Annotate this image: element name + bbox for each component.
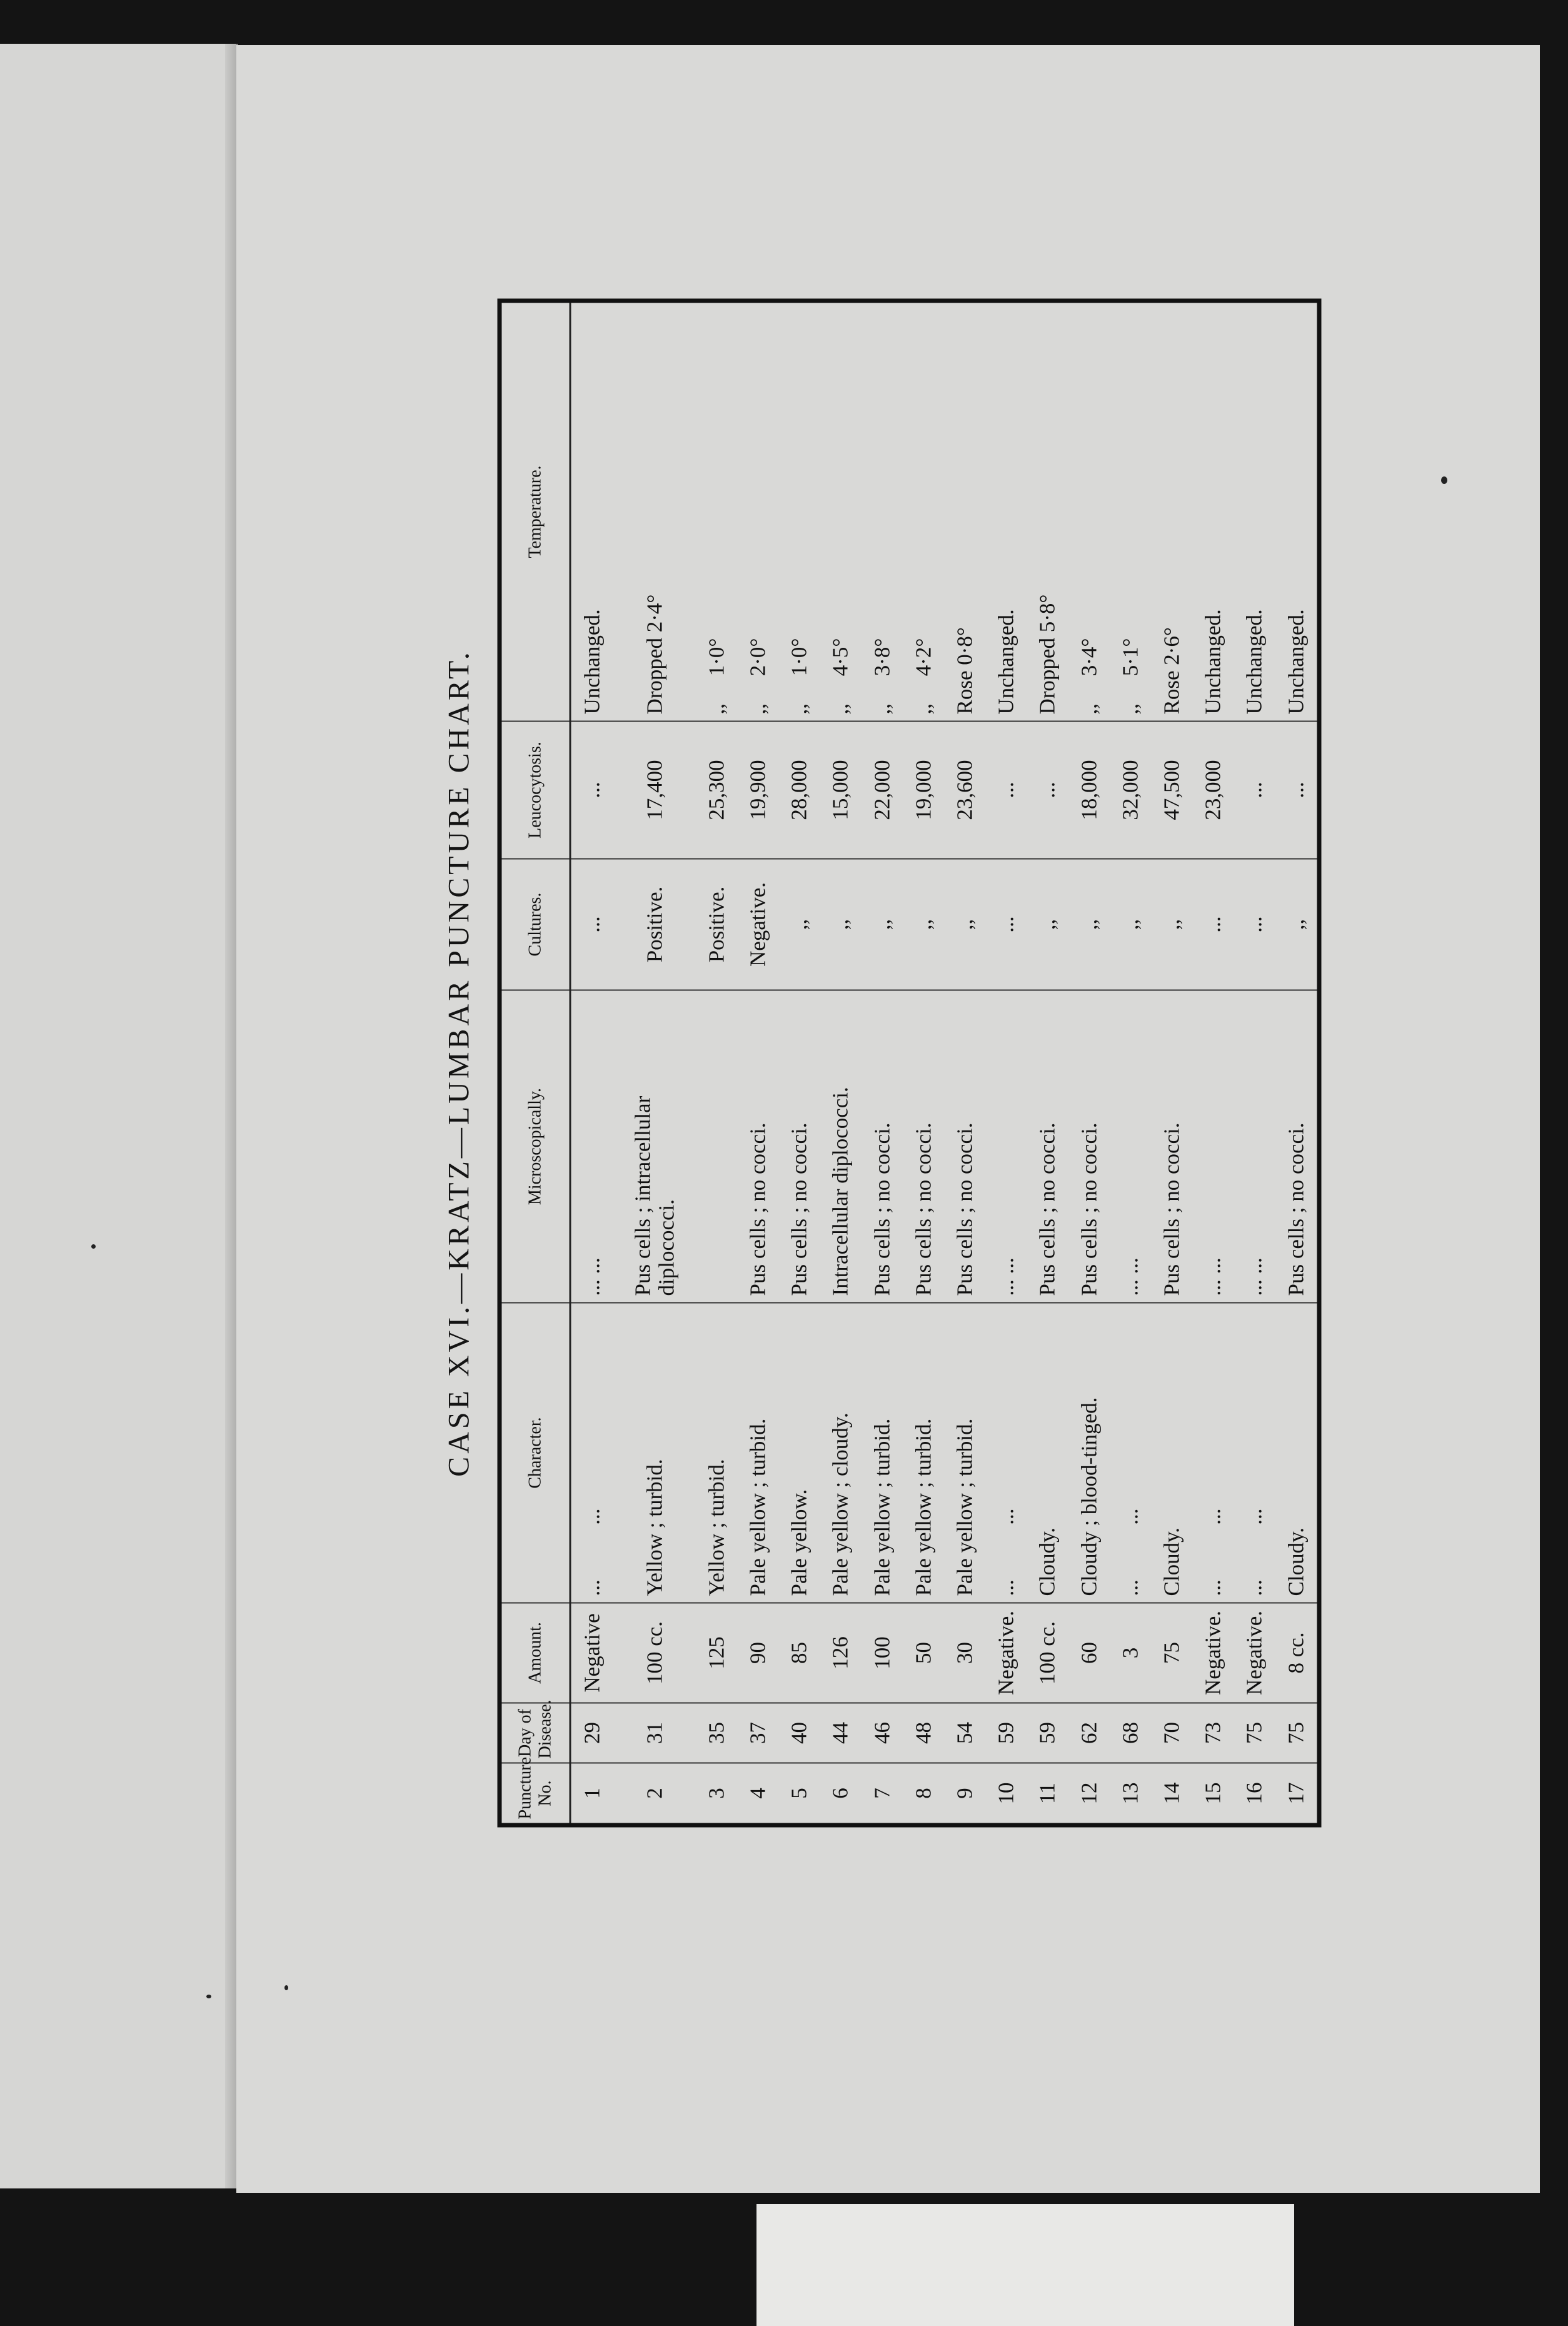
table-row	[737, 303, 778, 1823]
ink-speck	[206, 1995, 211, 1998]
leucocytosis-cell: 23,600	[944, 722, 985, 859]
puncture-no-cell: 13	[1110, 1763, 1151, 1823]
microscopy-cell: Pus cells ; intracellular diplococci.	[613, 990, 696, 1303]
temperature-cell: ,, 4·2°	[911, 638, 936, 715]
day-cell: 46	[862, 1703, 903, 1763]
header-amount: Amount.	[502, 1603, 571, 1703]
day-cell: 73	[1193, 1703, 1234, 1763]
character-cell: Cloudy.	[1275, 1303, 1317, 1603]
cultures-cell: ...	[1193, 859, 1234, 990]
table-row	[903, 303, 944, 1823]
amount-cell: 60	[1068, 1603, 1110, 1703]
day-cell: 59	[986, 1703, 1027, 1763]
temperature-cell: ,, 4·5°	[828, 638, 853, 715]
cultures-cell: ...	[1234, 859, 1275, 990]
leucocytosis-cell: ...	[1275, 722, 1317, 859]
amount-cell: 3	[1110, 1603, 1151, 1703]
cultures-cell: ,,	[779, 859, 820, 990]
puncture-no-cell: 12	[1068, 1763, 1110, 1823]
leucocytosis-cell: 47,500	[1151, 722, 1192, 859]
temperature-cell: ,, 3·4°	[1077, 638, 1102, 715]
table-row	[862, 303, 903, 1823]
character-cell: Pale yellow ; cloudy.	[820, 1303, 862, 1603]
day-cell: 40	[779, 1703, 820, 1763]
temperature-cell: ,, 1·0°	[704, 638, 729, 715]
microscopy-cell: ... ...	[1110, 990, 1151, 1303]
cultures-cell: ...	[986, 859, 1027, 990]
leucocytosis-cell: 17,400	[613, 722, 696, 859]
header-day-of-disease: Day of Disease.	[502, 1703, 571, 1763]
table-row	[1068, 303, 1110, 1823]
puncture-no-cell: 2	[613, 1763, 696, 1823]
microscopy-cell: Pus cells ; no cocci.	[1068, 990, 1110, 1303]
leucocytosis-cell: ...	[986, 722, 1027, 859]
character-cell: Pale yellow ; turbid.	[737, 1303, 778, 1603]
temperature-cell: ,, 3·8°	[870, 638, 895, 715]
puncture-table	[502, 303, 1317, 1823]
leucocytosis-cell: ...	[1027, 722, 1068, 859]
cultures-cell: Positive.	[613, 859, 696, 990]
character-cell: Cloudy.	[1027, 1303, 1068, 1603]
microscopy-cell: ... ...	[1193, 990, 1234, 1303]
day-cell: 75	[1234, 1703, 1275, 1763]
microscopy-cell: Pus cells ; no cocci.	[1151, 990, 1192, 1303]
temperature-cell: Unchanged.	[1242, 609, 1267, 715]
cultures-cell: Negative.	[737, 859, 778, 990]
temperature-cell: Unchanged.	[993, 609, 1018, 715]
character-cell: ... ...	[1193, 1303, 1234, 1603]
header-row	[502, 303, 571, 1823]
puncture-no-cell: 11	[1027, 1763, 1068, 1823]
table-row	[1234, 303, 1275, 1823]
temperature-cell: Dropped 5·8°	[1035, 594, 1060, 715]
day-cell: 44	[820, 1703, 862, 1763]
day-cell: 59	[1027, 1703, 1068, 1763]
leucocytosis-cell: 15,000	[820, 722, 862, 859]
microscopy-cell: Intracellular diplococci.	[820, 990, 862, 1303]
leucocytosis-cell: 23,000	[1193, 722, 1234, 859]
cultures-cell: ...	[570, 859, 613, 990]
leucocytosis-cell: ...	[570, 722, 613, 859]
leucocytosis-cell: 32,000	[1110, 722, 1151, 859]
puncture-no-cell: 10	[986, 1763, 1027, 1823]
table-row	[1275, 303, 1317, 1823]
cultures-cell: Positive.	[696, 859, 737, 990]
amount-cell: Negative	[570, 1603, 613, 1703]
character-cell: Pale yellow.	[779, 1303, 820, 1603]
leucocytosis-cell: ...	[1234, 722, 1275, 859]
puncture-no-cell: 14	[1151, 1763, 1192, 1823]
day-cell: 48	[903, 1703, 944, 1763]
header-cultures: Cultures.	[502, 859, 571, 990]
table-row	[1193, 303, 1234, 1823]
puncture-no-cell: 1	[570, 1763, 613, 1823]
day-cell: 75	[1275, 1703, 1317, 1763]
day-cell: 29	[570, 1703, 613, 1763]
temperature-cell: Unchanged.	[1200, 609, 1225, 715]
table-row	[779, 303, 820, 1823]
character-cell: Yellow ; turbid.	[696, 1303, 737, 1603]
character-cell: ... ...	[986, 1303, 1027, 1603]
microscopy-cell: Pus cells ; no cocci.	[779, 990, 820, 1303]
amount-cell: 30	[944, 1603, 985, 1703]
table-row	[696, 303, 737, 1823]
chart-title: CASE XVI.—KRATZ—LUMBAR PUNCTURE CHART.	[442, 649, 476, 1477]
amount-cell: 100	[862, 1603, 903, 1703]
header-leucocytosis: Leucocytosis.	[502, 722, 571, 859]
leucocytosis-cell: 28,000	[779, 722, 820, 859]
table-body	[570, 303, 1317, 1823]
microscopy-cell	[696, 990, 737, 1303]
cultures-cell: ,,	[1151, 859, 1192, 990]
header-microscopically: Microscopically.	[502, 990, 571, 1303]
temperature-cell: Dropped 2·4°	[642, 594, 667, 715]
cultures-cell: ,,	[862, 859, 903, 990]
cultures-cell: ,,	[1068, 859, 1110, 990]
leucocytosis-cell: 25,300	[696, 722, 737, 859]
table-row	[613, 303, 696, 1823]
table-row	[944, 303, 985, 1823]
cultures-cell: ,,	[1110, 859, 1151, 990]
character-cell: ... ...	[1110, 1303, 1151, 1603]
amount-cell: 85	[779, 1603, 820, 1703]
temperature-cell: Rose 0·8°	[952, 627, 977, 715]
puncture-no-cell: 5	[779, 1763, 820, 1823]
table-row	[1027, 303, 1068, 1823]
character-cell: Cloudy.	[1151, 1303, 1192, 1603]
puncture-no-cell: 15	[1193, 1763, 1234, 1823]
leucocytosis-cell: 19,000	[903, 722, 944, 859]
header-puncture-no: Puncture No.	[502, 1763, 571, 1823]
table-row	[570, 303, 613, 1823]
amount-cell: 100 cc.	[1027, 1603, 1068, 1703]
microscopy-cell: Pus cells ; no cocci.	[1027, 990, 1068, 1303]
microscopy-cell: Pus cells ; no cocci.	[944, 990, 985, 1303]
table-row	[1151, 303, 1192, 1823]
temperature-cell: Rose 2·6°	[1159, 627, 1184, 715]
day-cell: 31	[613, 1703, 696, 1763]
ink-speck	[1441, 476, 1447, 484]
puncture-no-cell: 4	[737, 1763, 778, 1823]
header-temperature: Temperature.	[502, 303, 571, 722]
amount-cell: 126	[820, 1603, 862, 1703]
character-cell: Pale yellow ; turbid.	[903, 1303, 944, 1603]
microscopy-cell: Pus cells ; no cocci.	[1275, 990, 1317, 1303]
puncture-no-cell: 16	[1234, 1763, 1275, 1823]
character-cell: ... ...	[1234, 1303, 1275, 1603]
temperature-cell: ,, 5·1°	[1118, 638, 1143, 715]
microscopy-cell: Pus cells ; no cocci.	[737, 990, 778, 1303]
day-cell: 54	[944, 1703, 985, 1763]
microscopy-cell: Pus cells ; no cocci.	[862, 990, 903, 1303]
day-cell: 70	[1151, 1703, 1192, 1763]
character-cell: Yellow ; turbid.	[613, 1303, 696, 1603]
amount-cell: 8 cc.	[1275, 1603, 1317, 1703]
cultures-cell: ,,	[820, 859, 862, 990]
day-cell: 68	[1110, 1703, 1151, 1763]
temperature-cell: Unchanged.	[1284, 609, 1309, 715]
amount-cell: 125	[696, 1603, 737, 1703]
microscopy-cell: Pus cells ; no cocci.	[903, 990, 944, 1303]
puncture-no-cell: 17	[1275, 1763, 1317, 1823]
table-row	[1110, 303, 1151, 1823]
microscopy-cell: ... ...	[1234, 990, 1275, 1303]
rotated-chart	[423, 299, 1329, 1828]
ink-speck	[91, 1244, 96, 1249]
character-cell: ... ...	[570, 1303, 613, 1603]
ink-speck	[284, 1985, 288, 1990]
leucocytosis-cell: 22,000	[862, 722, 903, 859]
facing-page	[0, 44, 238, 2188]
day-cell: 62	[1068, 1703, 1110, 1763]
amount-cell: Negative.	[1193, 1603, 1234, 1703]
cultures-cell: ,,	[903, 859, 944, 990]
amount-cell: 50	[903, 1603, 944, 1703]
table-row	[820, 303, 862, 1823]
cultures-cell: ,,	[1027, 859, 1068, 990]
puncture-no-cell: 3	[696, 1763, 737, 1823]
amount-cell: 100 cc.	[613, 1603, 696, 1703]
cultures-cell: ,,	[1275, 859, 1317, 990]
cultures-cell: ,,	[944, 859, 985, 990]
puncture-no-cell: 8	[903, 1763, 944, 1823]
amount-cell: 75	[1151, 1603, 1192, 1703]
temperature-cell: ,, 1·0°	[787, 638, 812, 715]
leucocytosis-cell: 18,000	[1068, 722, 1110, 859]
amount-cell: Negative.	[1234, 1603, 1275, 1703]
leucocytosis-cell: 19,900	[737, 722, 778, 859]
character-cell: Pale yellow ; turbid.	[944, 1303, 985, 1603]
amount-cell: Negative.	[986, 1603, 1027, 1703]
puncture-table-frame	[498, 299, 1322, 1828]
puncture-no-cell: 9	[944, 1763, 985, 1823]
temperature-cell: Unchanged.	[580, 609, 605, 715]
character-cell: Pale yellow ; turbid.	[862, 1303, 903, 1603]
amount-cell: 90	[737, 1603, 778, 1703]
table-row	[986, 303, 1027, 1823]
bottom-paper-strip	[756, 2204, 1294, 2326]
temperature-cell: ,, 2·0°	[745, 638, 770, 715]
header-character: Character.	[502, 1303, 571, 1603]
day-cell: 37	[737, 1703, 778, 1763]
puncture-no-cell: 6	[820, 1763, 862, 1823]
microscopy-cell: ... ...	[570, 990, 613, 1303]
microscopy-cell: ... ...	[986, 990, 1027, 1303]
day-cell: 35	[696, 1703, 737, 1763]
puncture-no-cell: 7	[862, 1763, 903, 1823]
character-cell: Cloudy ; blood-tinged.	[1068, 1303, 1110, 1603]
